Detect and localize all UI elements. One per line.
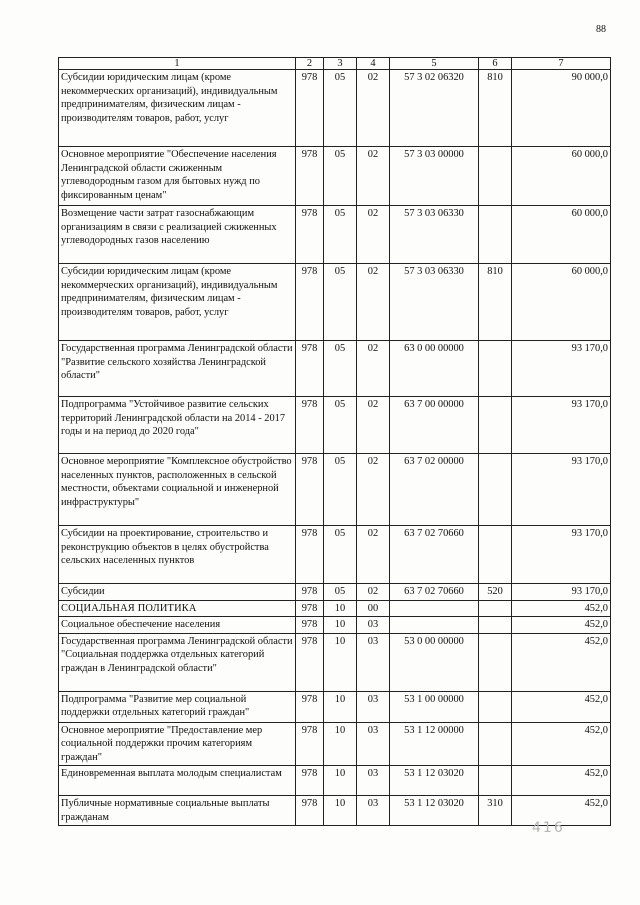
cell-ministry: 978 bbox=[296, 584, 324, 601]
cell-amount: 452,0 bbox=[512, 766, 611, 796]
table-row bbox=[59, 617, 611, 634]
cell-ministry: 978 bbox=[296, 206, 324, 264]
cell-expense-type bbox=[479, 722, 512, 766]
cell-subsection: 02 bbox=[357, 264, 390, 341]
table-row bbox=[59, 341, 611, 397]
cell-section: 10 bbox=[324, 796, 357, 826]
cell-section: 10 bbox=[324, 722, 357, 766]
cell-subsection: 03 bbox=[357, 633, 390, 691]
cell-amount: 60 000,0 bbox=[512, 264, 611, 341]
cell-subsection: 02 bbox=[357, 584, 390, 601]
cell-amount: 452,0 bbox=[512, 617, 611, 634]
cell-amount: 60 000,0 bbox=[512, 147, 611, 206]
cell-amount: 452,0 bbox=[512, 600, 611, 617]
cell-subsection: 02 bbox=[357, 206, 390, 264]
table-row bbox=[59, 454, 611, 526]
row-name: СОЦИАЛЬНАЯ ПОЛИТИКА bbox=[59, 600, 296, 617]
budget-table bbox=[58, 57, 611, 826]
cell-target-article: 57 3 03 06330 bbox=[390, 206, 479, 264]
cell-expense-type: 310 bbox=[479, 796, 512, 826]
cell-expense-type bbox=[479, 691, 512, 722]
cell-target-article: 63 7 02 00000 bbox=[390, 454, 479, 526]
cell-subsection: 00 bbox=[357, 600, 390, 617]
row-name: Субсидии юридическим лицам (кроме некоммерческих организаций), индивидуальным предпринимателям, физическим лицам - производителям товаров, работ, услуг bbox=[59, 70, 296, 147]
cell-section: 10 bbox=[324, 766, 357, 796]
row-name: Подпрограмма "Устойчивое развитие сельских территорий Ленинградской области на 2014 - 2017 годы и на период до 2020 года" bbox=[59, 397, 296, 454]
table-row bbox=[59, 722, 611, 766]
cell-subsection: 02 bbox=[357, 397, 390, 454]
cell-target-article: 57 3 03 06330 bbox=[390, 264, 479, 341]
cell-amount: 90 000,0 bbox=[512, 70, 611, 147]
column-header: 7 bbox=[512, 58, 611, 70]
cell-section: 10 bbox=[324, 691, 357, 722]
cell-ministry: 978 bbox=[296, 633, 324, 691]
cell-subsection: 02 bbox=[357, 341, 390, 397]
row-name: Подпрограмма "Развитие мер социальной поддержки отдельных категорий граждан" bbox=[59, 691, 296, 722]
row-name: Государственная программа Ленинградской области "Развитие сельского хозяйства Ленинградской области" bbox=[59, 341, 296, 397]
cell-ministry: 978 bbox=[296, 397, 324, 454]
row-name: Основное мероприятие "Предоставление мер социальной поддержки прочим категориям граждан" bbox=[59, 722, 296, 766]
cell-expense-type bbox=[479, 617, 512, 634]
cell-target-article: 53 1 00 00000 bbox=[390, 691, 479, 722]
cell-target-article: 53 1 12 03020 bbox=[390, 796, 479, 826]
cell-target-article: 57 3 02 06320 bbox=[390, 70, 479, 147]
cell-expense-type bbox=[479, 206, 512, 264]
cell-ministry: 978 bbox=[296, 341, 324, 397]
cell-ministry: 978 bbox=[296, 600, 324, 617]
row-name: Единовременная выплата молодым специалистам bbox=[59, 766, 296, 796]
table-row bbox=[59, 600, 611, 617]
table-row bbox=[59, 526, 611, 584]
table-row bbox=[59, 70, 611, 147]
cell-section: 05 bbox=[324, 526, 357, 584]
cell-subsection: 03 bbox=[357, 617, 390, 634]
cell-expense-type bbox=[479, 147, 512, 206]
cell-ministry: 978 bbox=[296, 766, 324, 796]
table-row bbox=[59, 147, 611, 206]
cell-subsection: 03 bbox=[357, 796, 390, 826]
cell-target-article: 63 7 02 70660 bbox=[390, 584, 479, 601]
cell-subsection: 02 bbox=[357, 526, 390, 584]
row-name: Основное мероприятие "Комплексное обустройство населенных пунктов, расположенных в сельской местности, объектами социальной и инженерной инфраструктуры" bbox=[59, 454, 296, 526]
cell-subsection: 02 bbox=[357, 147, 390, 206]
cell-expense-type bbox=[479, 397, 512, 454]
cell-expense-type bbox=[479, 454, 512, 526]
cell-section: 05 bbox=[324, 397, 357, 454]
cell-ministry: 978 bbox=[296, 796, 324, 826]
cell-expense-type bbox=[479, 766, 512, 796]
cell-section: 05 bbox=[324, 147, 357, 206]
cell-expense-type: 810 bbox=[479, 70, 512, 147]
cell-target-article bbox=[390, 617, 479, 634]
cell-section: 05 bbox=[324, 264, 357, 341]
row-name: Социальное обеспечение населения bbox=[59, 617, 296, 634]
cell-amount: 93 170,0 bbox=[512, 526, 611, 584]
column-header: 5 bbox=[390, 58, 479, 70]
cell-section: 10 bbox=[324, 633, 357, 691]
row-name: Основное мероприятие "Обеспечение населения Ленинградской области сжиженным углеводородным газом для бытовых нужд по фиксированным ценам" bbox=[59, 147, 296, 206]
cell-ministry: 978 bbox=[296, 526, 324, 584]
cell-target-article: 63 7 02 70660 bbox=[390, 526, 479, 584]
cell-amount: 93 170,0 bbox=[512, 341, 611, 397]
table-row bbox=[59, 584, 611, 601]
cell-target-article: 63 0 00 00000 bbox=[390, 341, 479, 397]
cell-subsection: 03 bbox=[357, 766, 390, 796]
cell-amount: 60 000,0 bbox=[512, 206, 611, 264]
column-header: 6 bbox=[479, 58, 512, 70]
cell-expense-type: 520 bbox=[479, 584, 512, 601]
table-header-row bbox=[59, 58, 611, 70]
cell-ministry: 978 bbox=[296, 454, 324, 526]
cell-section: 05 bbox=[324, 206, 357, 264]
page-number: 88 bbox=[596, 24, 606, 35]
cell-target-article: 53 1 12 03020 bbox=[390, 766, 479, 796]
cell-subsection: 02 bbox=[357, 454, 390, 526]
cell-target-article: 53 0 00 00000 bbox=[390, 633, 479, 691]
cell-ministry: 978 bbox=[296, 147, 324, 206]
cell-section: 05 bbox=[324, 341, 357, 397]
cell-amount: 93 170,0 bbox=[512, 584, 611, 601]
cell-target-article: 57 3 03 00000 bbox=[390, 147, 479, 206]
cell-section: 05 bbox=[324, 454, 357, 526]
cell-target-article: 53 1 12 00000 bbox=[390, 722, 479, 766]
cell-amount: 452,0 bbox=[512, 691, 611, 722]
cell-amount: 452,0 bbox=[512, 796, 611, 826]
cell-section: 05 bbox=[324, 70, 357, 147]
cell-amount: 93 170,0 bbox=[512, 454, 611, 526]
row-name: Субсидии юридическим лицам (кроме некоммерческих организаций), индивидуальным предпринимателям, физическим лицам - производителям товаров, работ, услуг bbox=[59, 264, 296, 341]
table-row bbox=[59, 796, 611, 826]
table-row bbox=[59, 633, 611, 691]
table-row bbox=[59, 766, 611, 796]
cell-target-article: 63 7 00 00000 bbox=[390, 397, 479, 454]
column-header: 4 bbox=[357, 58, 390, 70]
column-header: 3 bbox=[324, 58, 357, 70]
row-name: Государственная программа Ленинградской области "Социальная поддержка отдельных категорий граждан в Ленинградской области" bbox=[59, 633, 296, 691]
cell-amount: 452,0 bbox=[512, 633, 611, 691]
table-row bbox=[59, 264, 611, 341]
cell-subsection: 02 bbox=[357, 70, 390, 147]
cell-target-article bbox=[390, 600, 479, 617]
cell-section: 10 bbox=[324, 617, 357, 634]
row-name: Публичные нормативные социальные выплаты гражданам bbox=[59, 796, 296, 826]
cell-expense-type bbox=[479, 633, 512, 691]
column-header: 1 bbox=[59, 58, 296, 70]
cell-expense-type bbox=[479, 341, 512, 397]
row-name: Субсидии bbox=[59, 584, 296, 601]
cell-subsection: 03 bbox=[357, 722, 390, 766]
table-row bbox=[59, 397, 611, 454]
cell-expense-type bbox=[479, 600, 512, 617]
table-row bbox=[59, 691, 611, 722]
cell-ministry: 978 bbox=[296, 691, 324, 722]
cell-expense-type bbox=[479, 526, 512, 584]
row-name: Субсидии на проектирование, строительство и реконструкцию объектов в целях обустройства сельских населенных пунктов bbox=[59, 526, 296, 584]
cell-ministry: 978 bbox=[296, 617, 324, 634]
cell-section: 05 bbox=[324, 584, 357, 601]
cell-ministry: 978 bbox=[296, 70, 324, 147]
column-header: 2 bbox=[296, 58, 324, 70]
table-row bbox=[59, 206, 611, 264]
cell-expense-type: 810 bbox=[479, 264, 512, 341]
cell-ministry: 978 bbox=[296, 264, 324, 341]
cell-amount: 93 170,0 bbox=[512, 397, 611, 454]
cell-amount: 452,0 bbox=[512, 722, 611, 766]
cell-subsection: 03 bbox=[357, 691, 390, 722]
cell-ministry: 978 bbox=[296, 722, 324, 766]
page-stamp: 416 bbox=[532, 820, 565, 836]
cell-section: 10 bbox=[324, 600, 357, 617]
row-name: Возмещение части затрат газоснабжающим организациям в связи с реализацией сжиженных углеводородных газов населению bbox=[59, 206, 296, 264]
